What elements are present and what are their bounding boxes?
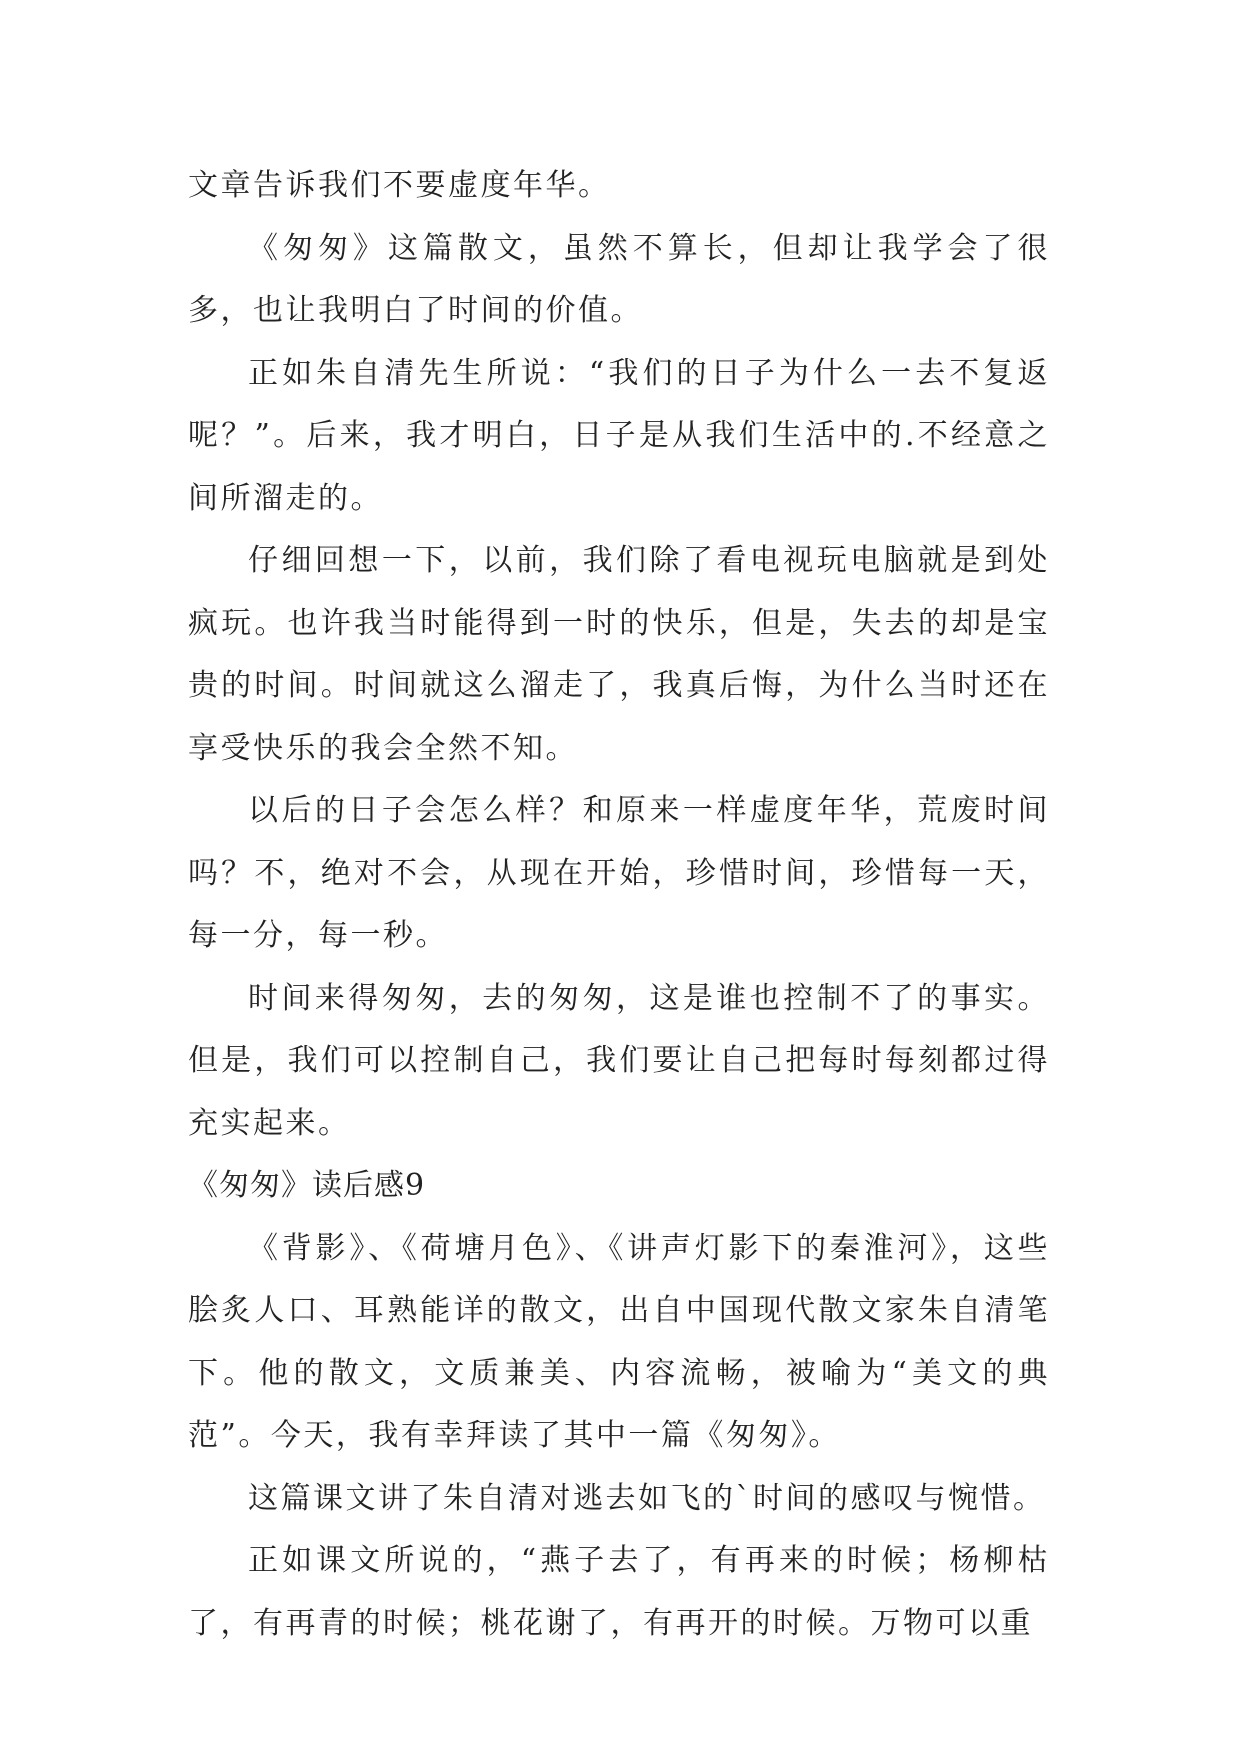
document-body	[188, 155, 1050, 1655]
paragraph-7: 《背影》、《荷塘月色》、《讲声灯影下的秦淮河》，这些脍炙人口、耳熟能详的散文，出自中国现代散文家朱自清笔下。他的散文，文质兼美、内容流畅，被喻为“美文的典范”。今天，我有幸拜读了其中一篇《匆匆》。	[188, 1230, 1050, 1453]
paragraph-2: 《匆匆》这篇散文，虽然不算长，但却让我学会了很多，也让我明白了时间的价值。	[188, 230, 1050, 328]
paragraph-3: 正如朱自清先生所说：“我们的日子为什么一去不复返呢？”。后来，我才明白，日子是从我们生活中的.不经意之间所溜走的。	[188, 355, 1050, 516]
section-heading: 《匆匆》读后感9	[188, 1168, 426, 1203]
paragraph-1: 文章告诉我们不要虚度年华。	[188, 168, 611, 203]
paragraph-9: 正如课文所说的，“燕子去了，有再来的时候；杨柳枯了，有再青的时候；桃花谢了，有再开的时候。万物可以重	[188, 1543, 1050, 1641]
paragraph-6: 时间来得匆匆，去的匆匆，这是谁也控制不了的事实。但是，我们可以控制自己，我们要让自己把每时每刻都过得充实起来。	[188, 980, 1050, 1141]
paragraph-5: 以后的日子会怎么样？和原来一样虚度年华，荒废时间吗？不，绝对不会，从现在开始，珍惜时间，珍惜每一天，每一分，每一秒。	[188, 793, 1050, 953]
paragraph-8: 这篇课文讲了朱自清对逃去如飞的`时间的感叹与惋惜。	[248, 1480, 1046, 1516]
paragraph-4: 仔细回想一下，以前，我们除了看电视玩电脑就是到处疯玩。也许我当时能得到一时的快乐，但是，失去的却是宝贵的时间。时间就这么溜走了，我真后悔，为什么当时还在享受快乐的我会全然不知。	[188, 543, 1050, 766]
